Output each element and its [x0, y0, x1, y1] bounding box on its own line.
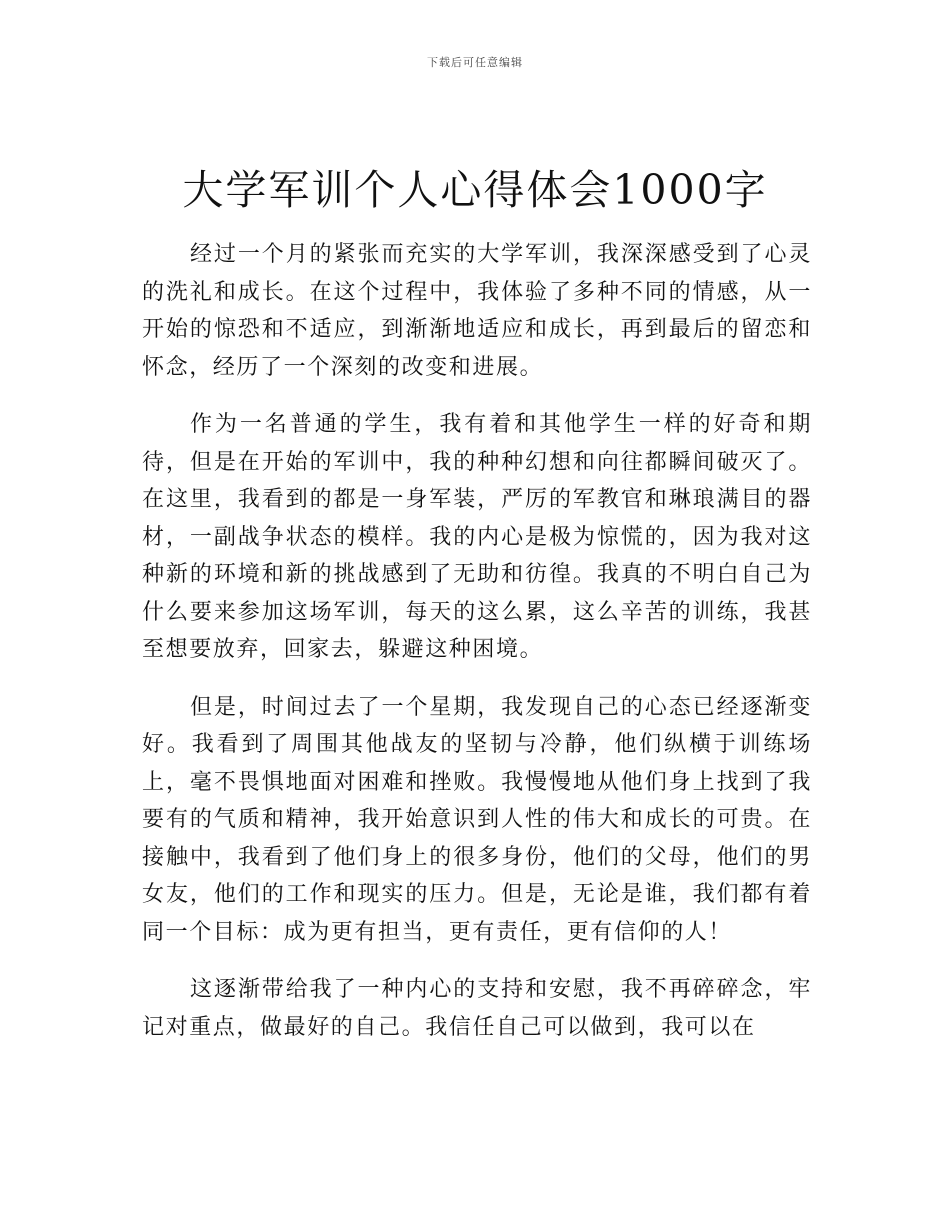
document-title: 大学军训个人心得体会1000字: [182, 166, 768, 214]
paragraph-1: 经过一个月的紧张而充实的大学军训，我深深感受到了心灵的洗礼和成长。在这个过程中，我体验了多种不同的情感，从一开始的惊恐和不适应，到渐渐地适应和成长，再到最后的留恋和怀念，经历了一个深刻的改变和进展。: [142, 242, 812, 380]
paragraph-2: 作为一名普通的学生，我有着和其他学生一样的好奇和期待，但是在开始的军训中，我的种种幻想和向往都瞬间破灭了。在这里，我看到的都是一身军装，严厉的军教官和琳琅满目的器材，一副战争状态的模样。我的内心是极为惊慌的，因为我对这种新的环境和新的挑战感到了无助和彷徨。我真的不明白自己为什么要来参加这场军训，每天的这么累，这么辛苦的训练，我甚至想要放弃，回家去，躲避这种困境。: [142, 412, 812, 662]
paragraph-4: 这逐渐带给我了一种内心的支持和安慰，我不再碎碎念，牢记对重点，做最好的自己。我信任自己可以做到，我可以在: [142, 977, 812, 1040]
paragraph-3: 但是，时间过去了一个星期，我发现自己的心态已经逐渐变好。我看到了周围其他战友的坚韧与冷静，他们纵横于训练场上，毫不畏惧地面对困难和挫败。我慢慢地从他们身上找到了我要有的气质和精神，我开始意识到人性的伟大和成长的可贵。在接触中，我看到了他们身上的很多身份，他们的父母，他们的男女友，他们的工作和现实的压力。但是，无论是谁，我们都有着同一个目标：成为更有担当，更有责任，更有信仰的人！: [142, 694, 812, 945]
document-body: [142, 236, 812, 1066]
header-note: 下载后可任意编辑: [427, 56, 523, 69]
